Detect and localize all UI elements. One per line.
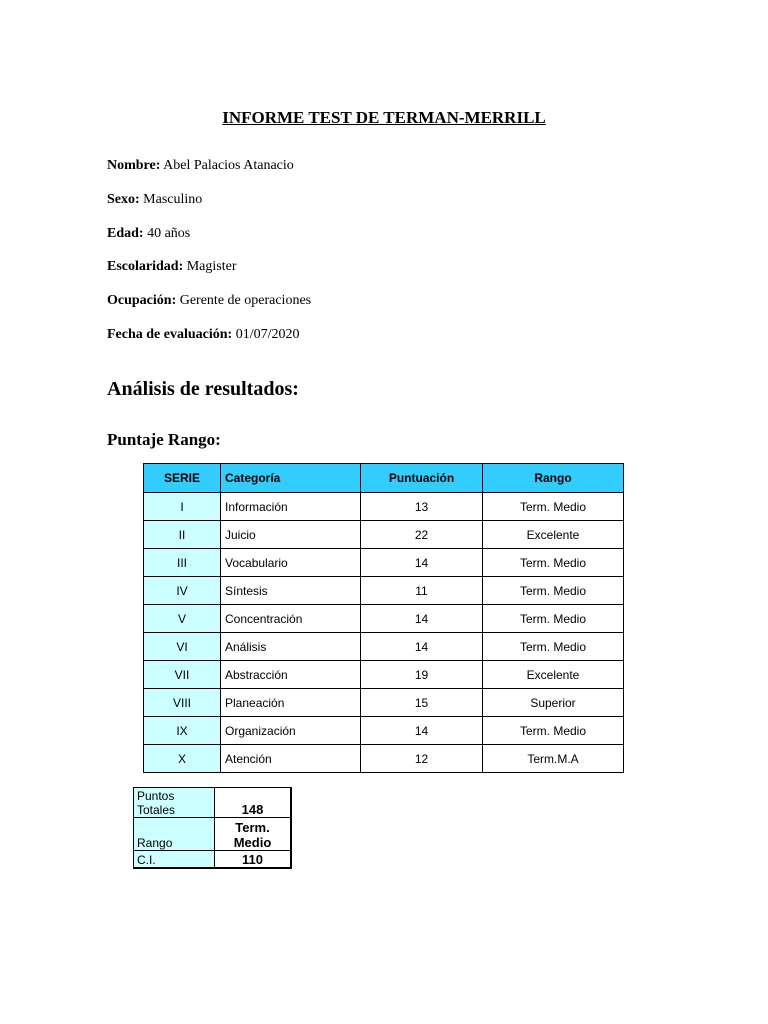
- cell-rango: Excelente: [483, 521, 624, 549]
- cell-rango: Term. Medio: [483, 493, 624, 521]
- field-label: Nombre:: [107, 158, 161, 173]
- summary-total-label-line2: Totales: [137, 803, 176, 817]
- table-row: [144, 493, 624, 521]
- cell-puntuacion: 19: [361, 661, 483, 689]
- field-label: Escolaridad:: [107, 259, 184, 274]
- field-value: 01/07/2020: [235, 327, 300, 342]
- cell-rango: Term. Medio: [483, 633, 624, 661]
- field-fecha: [107, 327, 300, 343]
- field-label: Sexo:: [107, 192, 140, 207]
- summary-ci-label: C.I.: [134, 851, 215, 869]
- cell-puntuacion: 14: [361, 549, 483, 577]
- field-nombre: [107, 158, 294, 174]
- table-row: [144, 577, 624, 605]
- field-ocupacion: [107, 293, 311, 309]
- summary-rango-label: Rango: [134, 818, 215, 851]
- table-header-row: [144, 464, 624, 493]
- cell-serie: V: [144, 605, 221, 633]
- cell-serie: III: [144, 549, 221, 577]
- field-sexo: [107, 192, 202, 208]
- table-row: [144, 521, 624, 549]
- cell-serie: IX: [144, 717, 221, 745]
- field-label: Ocupación:: [107, 293, 177, 308]
- cell-puntuacion: 13: [361, 493, 483, 521]
- cell-categoria: Planeación: [221, 689, 361, 717]
- cell-categoria: Abstracción: [221, 661, 361, 689]
- results-table: [143, 463, 624, 773]
- cell-puntuacion: 11: [361, 577, 483, 605]
- cell-serie: IV: [144, 577, 221, 605]
- cell-categoria: Atención: [221, 745, 361, 773]
- summary-total-label-line1: Puntos: [137, 789, 175, 803]
- cell-serie: II: [144, 521, 221, 549]
- summary-table: [133, 787, 292, 869]
- subsection-title: Puntaje Rango:: [107, 430, 221, 449]
- header-puntuacion: Puntuación: [361, 464, 483, 493]
- summary-rango-value-line1: Term.: [235, 820, 270, 835]
- summary-total-label: [134, 788, 215, 818]
- field-edad: [107, 226, 190, 242]
- cell-serie: X: [144, 745, 221, 773]
- field-value: Gerente de operaciones: [179, 293, 312, 308]
- summary-total-value: 148: [215, 788, 292, 818]
- header-rango: Rango: [483, 464, 624, 493]
- cell-rango: Term.M.A: [483, 745, 624, 773]
- summary-row-total: [134, 788, 292, 818]
- cell-serie: I: [144, 493, 221, 521]
- cell-puntuacion: 14: [361, 633, 483, 661]
- field-value: Magister: [186, 259, 237, 274]
- summary-rango-value-line2: Medio: [233, 835, 272, 850]
- table-row: [144, 605, 624, 633]
- cell-rango: Term. Medio: [483, 577, 624, 605]
- cell-puntuacion: 15: [361, 689, 483, 717]
- field-value: Abel Palacios Atanacio: [163, 158, 294, 173]
- cell-rango: Term. Medio: [483, 717, 624, 745]
- summary-row-rango: [134, 818, 292, 851]
- cell-categoria: Síntesis: [221, 577, 361, 605]
- cell-categoria: Información: [221, 493, 361, 521]
- report-title: INFORME TEST DE TERMAN-MERRILL: [222, 108, 546, 127]
- section-title: Análisis de resultados:: [107, 378, 299, 400]
- header-serie: SERIE: [144, 464, 221, 493]
- table-row: [144, 633, 624, 661]
- cell-rango: Excelente: [483, 661, 624, 689]
- field-label: Edad:: [107, 226, 144, 241]
- field-value: 40 años: [147, 226, 191, 241]
- field-value: Masculino: [143, 192, 203, 207]
- table-row: [144, 717, 624, 745]
- cell-puntuacion: 22: [361, 521, 483, 549]
- cell-categoria: Concentración: [221, 605, 361, 633]
- cell-categoria: Juicio: [221, 521, 361, 549]
- cell-categoria: Análisis: [221, 633, 361, 661]
- header-categoria: Categoría: [221, 464, 361, 493]
- cell-categoria: Vocabulario: [221, 549, 361, 577]
- cell-serie: VIII: [144, 689, 221, 717]
- table-row: [144, 661, 624, 689]
- cell-puntuacion: 14: [361, 717, 483, 745]
- field-label: Fecha de evaluación:: [107, 327, 233, 342]
- field-escolaridad: [107, 259, 237, 275]
- cell-rango: Term. Medio: [483, 549, 624, 577]
- cell-rango: Term. Medio: [483, 605, 624, 633]
- cell-categoria: Organización: [221, 717, 361, 745]
- cell-puntuacion: 12: [361, 745, 483, 773]
- summary-row-ci: [134, 851, 292, 869]
- summary-ci-value: 110: [215, 851, 292, 869]
- cell-rango: Superior: [483, 689, 624, 717]
- cell-puntuacion: 14: [361, 605, 483, 633]
- cell-serie: VI: [144, 633, 221, 661]
- summary-rango-value: [215, 818, 292, 851]
- table-row: [144, 549, 624, 577]
- table-row: [144, 689, 624, 717]
- table-row: [144, 745, 624, 773]
- cell-serie: VII: [144, 661, 221, 689]
